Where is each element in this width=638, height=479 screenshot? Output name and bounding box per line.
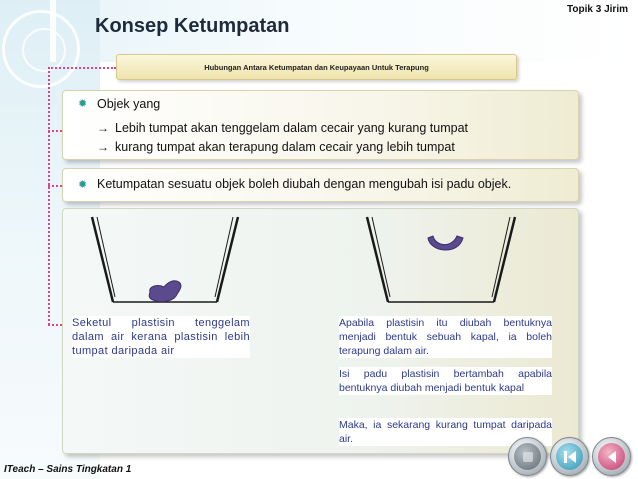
caption-sinking: Seketul plastisin tenggelam dalam air kerana plastisin lebih tumpat daripada air xyxy=(72,317,250,357)
objects-heading: Objek yang xyxy=(97,97,161,111)
first-slide-button[interactable] xyxy=(550,437,589,476)
list-item-text: kurang tumpat akan terapung dalam cecair yang lebih tumpat xyxy=(115,140,455,154)
density-change-text: Ketumpatan sesuatu objek boleh diubah dengan mengubah isi padu objek. xyxy=(97,177,512,191)
arrow-icon: → xyxy=(97,140,109,154)
home-button[interactable] xyxy=(508,437,547,476)
plasticine-boat xyxy=(428,236,463,250)
list-item-text: Lebih tumpat akan tenggelam dalam cecair yang kurang tumpat xyxy=(115,121,468,135)
topic-label: Topik 3 Jirim xyxy=(567,4,628,15)
footer-label: ITeach – Sains Tingkatan 1 xyxy=(4,464,132,475)
caption-conclusion: Maka, ia sekarang kurang tumpat daripada air. xyxy=(339,419,552,445)
caption-floating: Apabila plastisin itu diubah bentuknya menjadi bentuk sebuah kapal, ia boleh terapung dalam air. xyxy=(339,317,552,357)
previous-icon xyxy=(598,443,625,470)
home-icon xyxy=(514,443,541,470)
arrow-icon: → xyxy=(97,121,109,135)
bullet-icon: ✹ xyxy=(78,179,88,191)
first-slide-icon xyxy=(556,443,583,470)
subtitle-text: Hubungan Antara Ketumpatan dan Keupayaan Untuk Terapung xyxy=(204,62,429,72)
beaker-right xyxy=(367,217,515,302)
caption-volume: Isi padu plastisin bertambah apabila bentuknya diubah menjadi bentuk kapal xyxy=(339,368,552,394)
bullet-icon: ✹ xyxy=(78,98,88,110)
previous-button[interactable] xyxy=(592,437,631,476)
page-title: Konsep Ketumpatan xyxy=(95,15,290,37)
plasticine-lump xyxy=(149,281,181,302)
